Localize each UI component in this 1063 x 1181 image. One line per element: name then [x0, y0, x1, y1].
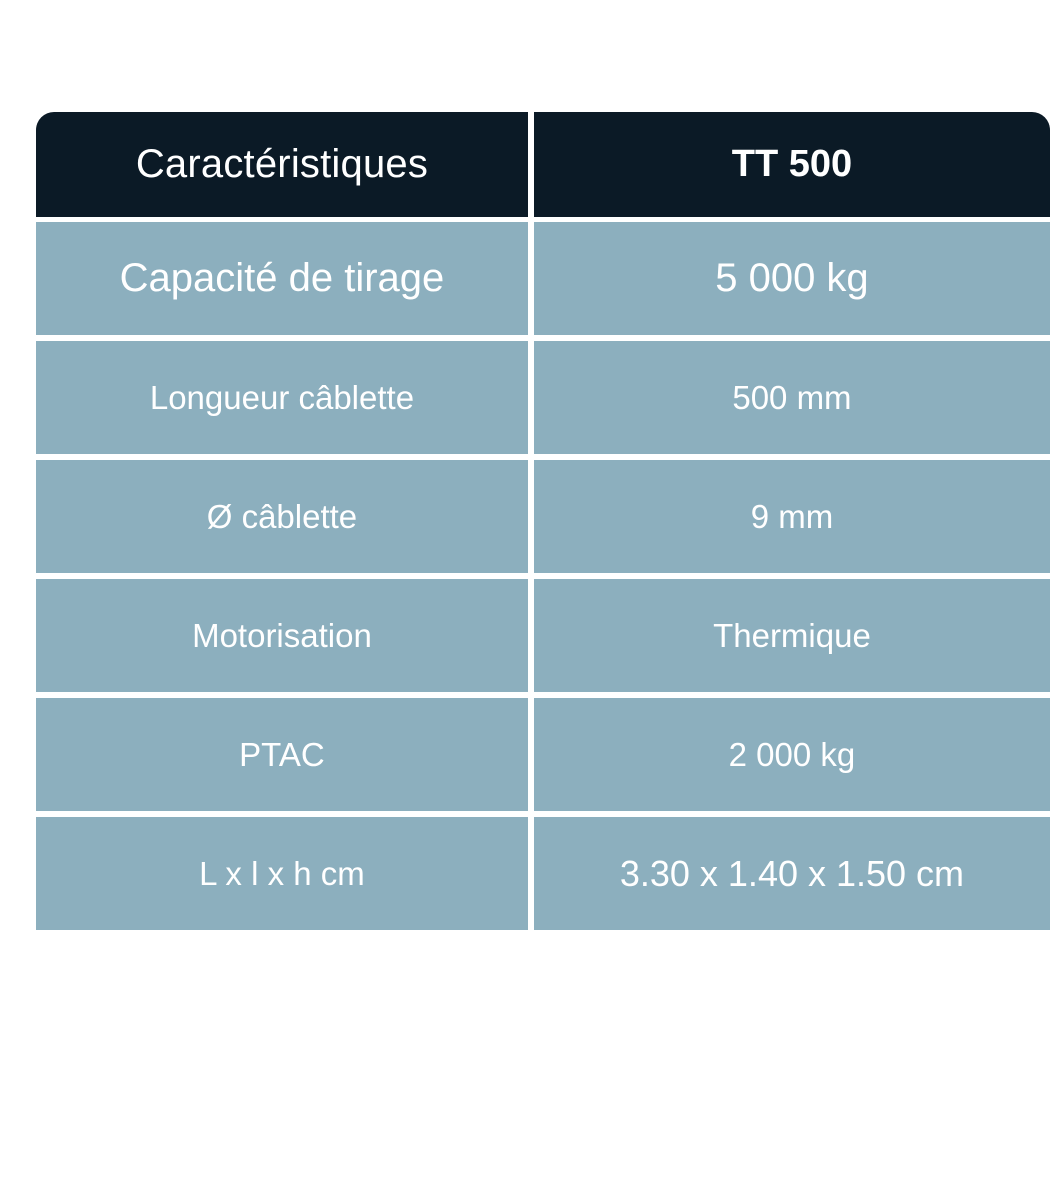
row-value-motorisation: Thermique [528, 573, 1050, 692]
row-label-capacite-de-tirage: Capacité de tirage [36, 217, 528, 335]
row-value-dimensions: 3.30 x 1.40 x 1.50 cm [528, 811, 1050, 930]
table-row [36, 692, 1050, 811]
row-value-diametre-cablette: 9 mm [528, 454, 1050, 573]
specifications-table [36, 112, 1050, 930]
row-label-dimensions: L x l x h cm [36, 811, 528, 930]
table-row [36, 573, 1050, 692]
row-label-motorisation: Motorisation [36, 573, 528, 692]
table-row [36, 335, 1050, 454]
column-header-model: TT 500 [528, 112, 1050, 217]
table-row [36, 811, 1050, 930]
table-body [36, 217, 1050, 930]
table-header-row [36, 112, 1050, 217]
row-label-ptac: PTAC [36, 692, 528, 811]
table-header [36, 112, 1050, 217]
table-row [36, 454, 1050, 573]
column-header-characteristics: Caractéristiques [36, 112, 528, 217]
row-label-diametre-cablette: Ø câblette [36, 454, 528, 573]
row-label-longueur-cablette: Longueur câblette [36, 335, 528, 454]
table-row [36, 217, 1050, 335]
row-value-capacite-de-tirage: 5 000 kg [528, 217, 1050, 335]
row-value-longueur-cablette: 500 mm [528, 335, 1050, 454]
row-value-ptac: 2 000 kg [528, 692, 1050, 811]
